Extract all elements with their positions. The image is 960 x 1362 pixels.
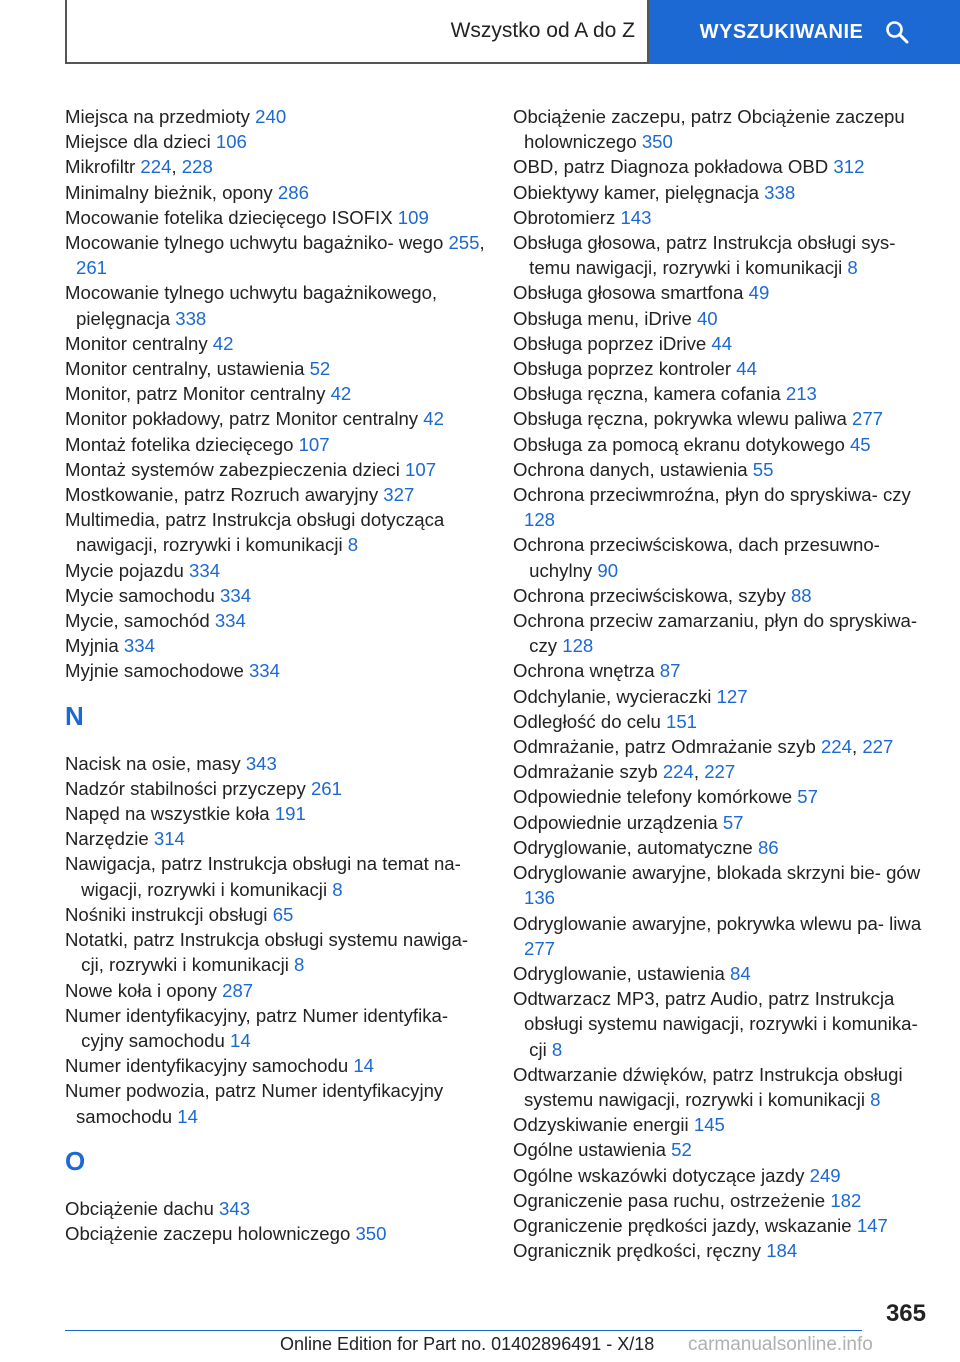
page-reference-link[interactable]: 224 bbox=[140, 156, 172, 178]
page-reference-link[interactable]: 261 bbox=[310, 777, 342, 799]
page-reference-link[interactable]: 84 bbox=[730, 962, 751, 984]
page-reference-link[interactable]: 52 bbox=[309, 358, 331, 380]
index-entry bbox=[65, 558, 485, 583]
index-column-left bbox=[65, 104, 485, 1246]
page-reference-link[interactable]: 143 bbox=[620, 206, 652, 228]
index-term: Ochrona przeciw zamarzaniu, płyn do spryskiwa- czy bbox=[513, 610, 918, 657]
page-reference-link[interactable]: 107 bbox=[298, 433, 330, 455]
page-reference-link[interactable]: 277 bbox=[524, 937, 556, 959]
index-entry bbox=[513, 280, 933, 305]
index-entry bbox=[513, 406, 933, 431]
page-reference-link[interactable]: 106 bbox=[215, 131, 247, 153]
index-entry bbox=[513, 608, 933, 658]
index-entry bbox=[513, 1188, 933, 1213]
index-term: Mycie, samochód bbox=[65, 610, 215, 632]
page-reference-link[interactable]: 224 bbox=[820, 736, 852, 758]
index-term: Obsługa menu, iDrive bbox=[513, 307, 697, 329]
index-term: Ochrona przeciwściskowa, dach przesuwno- uchylny bbox=[513, 534, 880, 581]
index-entry bbox=[65, 633, 485, 658]
index-term: Obsługa głosowa, patrz Instrukcja obsługi sys- temu nawigacji, rozrywki i komunikacji bbox=[513, 232, 896, 279]
page-reference-link[interactable]: 8 bbox=[294, 954, 305, 976]
page-reference-link[interactable]: 57 bbox=[722, 811, 744, 833]
index-entry bbox=[65, 902, 485, 927]
index-term: Odległość do celu bbox=[513, 710, 666, 732]
ref-separator: , bbox=[479, 232, 485, 254]
index-term: Obciążenie zaczepu holowniczego bbox=[65, 1222, 356, 1244]
page-reference-link[interactable]: 8 bbox=[347, 534, 359, 556]
index-entry bbox=[65, 406, 485, 431]
index-term: Notatki, patrz Instrukcja obsługi systemu nawiga- cji, rozrywki i komunikacji bbox=[65, 929, 469, 976]
index-term: Odchylanie, wycieraczki bbox=[513, 685, 717, 707]
index-term: Ochrona przeciwmroźna, płyn do spryskiwa- czy bbox=[513, 484, 911, 506]
page-reference-link[interactable]: 57 bbox=[797, 786, 818, 808]
top-navigation bbox=[65, 0, 960, 64]
page-reference-link[interactable]: 338 bbox=[764, 181, 796, 203]
page-reference-link[interactable]: 42 bbox=[212, 332, 234, 354]
page-reference-link[interactable]: 8 bbox=[847, 257, 858, 279]
index-term: Nośniki instrukcji obsługi bbox=[65, 903, 273, 925]
page-reference-link[interactable]: 8 bbox=[870, 1088, 881, 1110]
page-reference-link[interactable]: 107 bbox=[405, 458, 437, 480]
index-term: Ogólne wskazówki dotyczące jazdy bbox=[513, 1164, 810, 1186]
index-entry bbox=[513, 432, 933, 457]
index-entry bbox=[513, 860, 933, 910]
page-reference-link[interactable]: 55 bbox=[752, 458, 774, 480]
page-reference-link[interactable]: 350 bbox=[641, 131, 673, 153]
index-term: OBD, patrz Diagnoza pokładowa OBD bbox=[513, 156, 834, 178]
page-reference-link[interactable]: 338 bbox=[175, 307, 207, 329]
index-term: Obsługa poprzez iDrive bbox=[513, 332, 712, 354]
page-reference-link[interactable]: 88 bbox=[790, 584, 812, 606]
index-term: Obsługa głosowa smartfona bbox=[513, 282, 749, 304]
search-icon bbox=[885, 20, 909, 44]
page-reference-link[interactable]: 42 bbox=[423, 408, 444, 430]
page-reference-link[interactable]: 42 bbox=[330, 383, 352, 405]
index-entry bbox=[65, 205, 485, 230]
index-entry bbox=[513, 684, 933, 709]
index-entry bbox=[65, 751, 485, 776]
index-entry bbox=[513, 180, 933, 205]
index-entry bbox=[65, 104, 485, 129]
page-reference-link[interactable]: 343 bbox=[219, 1197, 251, 1219]
index-entry bbox=[513, 986, 933, 1062]
index-term: Odryglowanie awaryjne, pokrywka wlewu pa- liwa bbox=[513, 912, 922, 934]
index-entry bbox=[65, 154, 485, 179]
index-term: Myjnie samochodowe bbox=[65, 660, 249, 682]
index-term: Ogólne ustawienia bbox=[513, 1139, 672, 1161]
index-entry bbox=[65, 801, 485, 826]
tab-search-label: WYSZUKIWANIE bbox=[699, 20, 864, 43]
page-reference-link[interactable]: 86 bbox=[757, 836, 779, 858]
page-reference-link[interactable]: 240 bbox=[255, 106, 287, 127]
index-term: Obciążenie zaczepu, patrz Obciążenie zaczepu holowniczego bbox=[513, 106, 905, 153]
index-term: Mocowanie tylnego uchwytu bagażnikowego, pielęgnacja bbox=[65, 282, 438, 329]
index-term: Nawigacja, patrz Instrukcja obsługi na temat na- wigacji, rozrywki i komunikacji bbox=[65, 853, 461, 900]
page-reference-link[interactable]: 52 bbox=[671, 1139, 692, 1161]
index-term: Narzędzie bbox=[65, 828, 154, 850]
index-entry bbox=[65, 381, 485, 406]
index-term: Obiektywy kamer, pielęgnacja bbox=[513, 181, 765, 203]
page-reference-link[interactable]: 184 bbox=[766, 1240, 798, 1262]
index-entry bbox=[513, 734, 933, 759]
index-term: Ochrona przeciwściskowa, szyby bbox=[513, 584, 791, 606]
page-reference-link[interactable]: 334 bbox=[220, 584, 252, 606]
index-entry bbox=[513, 784, 933, 809]
index-column-right bbox=[513, 104, 933, 1263]
page-reference-link[interactable]: 227 bbox=[862, 736, 894, 758]
index-entry bbox=[513, 759, 933, 784]
index-term: Obsługa ręczna, kamera cofania bbox=[513, 383, 786, 405]
page-reference-link[interactable]: 286 bbox=[277, 181, 309, 203]
page-reference-link[interactable]: 14 bbox=[230, 1029, 251, 1051]
index-entry bbox=[65, 482, 485, 507]
page-reference-link[interactable]: 224 bbox=[662, 761, 694, 783]
index-entry bbox=[65, 356, 485, 381]
ref-separator: , bbox=[693, 761, 705, 783]
index-entry bbox=[513, 205, 933, 230]
page-reference-link[interactable]: 334 bbox=[214, 610, 246, 632]
index-entry bbox=[65, 1196, 485, 1221]
index-entry bbox=[513, 1238, 933, 1263]
page-reference-link[interactable]: 14 bbox=[353, 1055, 375, 1077]
page-reference-link[interactable]: 128 bbox=[524, 509, 556, 531]
index-term: Obsługa poprzez kontroler bbox=[513, 358, 737, 380]
page-reference-link[interactable]: 312 bbox=[833, 156, 865, 178]
index-entry bbox=[65, 1003, 485, 1053]
index-term: Monitor centralny bbox=[65, 332, 213, 354]
page-reference-link[interactable]: 314 bbox=[153, 828, 185, 850]
index-term: Ochrona wnętrza bbox=[513, 660, 660, 682]
index-entry bbox=[513, 1062, 933, 1112]
index-entry bbox=[513, 911, 933, 961]
page-reference-link[interactable]: 191 bbox=[274, 803, 306, 825]
index-entry bbox=[513, 1112, 933, 1137]
section-letter: N bbox=[65, 700, 84, 731]
page-reference-link[interactable]: 213 bbox=[785, 383, 817, 405]
index-entry bbox=[513, 583, 933, 608]
index-entry bbox=[65, 851, 485, 901]
index-entry bbox=[513, 154, 933, 179]
index-entry bbox=[65, 1078, 485, 1128]
index-term: Odmrażanie szyb bbox=[513, 761, 663, 783]
index-entry bbox=[65, 507, 485, 557]
index-term: Multimedia, patrz Instrukcja obsługi dotycząca nawigacji, rozrywki i komunikacji bbox=[65, 509, 445, 556]
index-entry bbox=[65, 457, 485, 482]
index-entry bbox=[513, 1137, 933, 1162]
page-number: 365 bbox=[885, 1300, 926, 1327]
page-reference-link[interactable]: 277 bbox=[851, 408, 884, 430]
index-term: Odpowiednie urządzenia bbox=[513, 811, 723, 833]
index-term: Odtwarzanie dźwięków, patrz Instrukcja obsługi systemu nawigacji, rozrywki i komunikacji bbox=[513, 1063, 903, 1110]
page-reference-link[interactable]: 109 bbox=[397, 206, 429, 228]
tab-search[interactable] bbox=[649, 0, 960, 64]
index-entry bbox=[513, 457, 933, 482]
page-reference-link[interactable]: 8 bbox=[332, 878, 343, 900]
index-term: Numer identyfikacyjny samochodu bbox=[65, 1055, 354, 1077]
index-entry bbox=[65, 230, 485, 280]
edition-info: Online Edition for Part no. 01402896491 - X/18 bbox=[280, 1334, 655, 1354]
page-reference-link[interactable]: 261 bbox=[76, 257, 108, 279]
index-term: Nadzór stabilności przyczepy bbox=[65, 777, 311, 799]
index-entry bbox=[513, 658, 933, 683]
index-entry bbox=[513, 532, 933, 582]
index-entry bbox=[65, 776, 485, 801]
page-reference-link[interactable]: 44 bbox=[711, 332, 733, 354]
page-reference-link[interactable]: 249 bbox=[809, 1164, 841, 1186]
index-term: Nowe koła i opony bbox=[65, 979, 223, 1001]
page-reference-link[interactable]: 227 bbox=[704, 761, 736, 783]
index-entry bbox=[513, 1213, 933, 1238]
page-reference-link[interactable]: 90 bbox=[597, 559, 619, 581]
page-reference-link[interactable]: 350 bbox=[355, 1222, 387, 1244]
index-entry bbox=[65, 331, 485, 356]
index-term: Montaż fotelika dziecięcego bbox=[65, 433, 299, 455]
page-reference-link[interactable]: 334 bbox=[189, 559, 221, 581]
index-term: Numer identyfikacyjny, patrz Numer identyfika- cyjny samochodu bbox=[65, 1004, 449, 1051]
index-entry bbox=[65, 1221, 485, 1246]
index-entry bbox=[513, 1163, 933, 1188]
page-reference-link[interactable]: 228 bbox=[181, 156, 213, 178]
index-entry bbox=[65, 658, 485, 683]
index-entry bbox=[65, 927, 485, 977]
index-entry bbox=[65, 583, 485, 608]
index-term: Ograniczenie pasa ruchu, ostrzeżenie bbox=[513, 1189, 831, 1211]
index-term: Miejsce dla dzieci bbox=[65, 131, 216, 153]
index-term: Obsługa za pomocą ekranu dotykowego bbox=[513, 433, 850, 455]
index-entry bbox=[513, 835, 933, 860]
index-entry bbox=[513, 230, 933, 280]
page-reference-link[interactable]: 8 bbox=[551, 1038, 563, 1060]
index-term: Odzyskiwanie energii bbox=[513, 1114, 694, 1136]
index-entry bbox=[65, 826, 485, 851]
index-entry bbox=[65, 608, 485, 633]
index-term: Mocowanie fotelika dziecięcego ISOFIX bbox=[65, 206, 398, 228]
page-reference-link[interactable]: 343 bbox=[245, 752, 277, 774]
page-reference-link[interactable]: 151 bbox=[665, 710, 698, 732]
page-reference-link[interactable]: 127 bbox=[716, 685, 748, 707]
index-term: Obsługa ręczna, pokrywka wlewu paliwa bbox=[513, 408, 852, 430]
index-entry bbox=[513, 356, 933, 381]
index-entry bbox=[513, 810, 933, 835]
page-reference-link[interactable]: 65 bbox=[272, 903, 294, 925]
ref-separator: , bbox=[171, 156, 182, 178]
page-reference-link[interactable]: 334 bbox=[123, 635, 155, 657]
index-term: Monitor centralny, ustawienia bbox=[65, 358, 310, 380]
page-reference-link[interactable]: 287 bbox=[222, 979, 254, 1001]
index-term: Odmrażanie, patrz Odmrażanie szyb bbox=[513, 736, 821, 758]
page-reference-link[interactable]: 45 bbox=[849, 433, 871, 455]
index-term: Montaż systemów zabezpieczenia dzieci bbox=[65, 458, 406, 480]
index-entry bbox=[65, 432, 485, 457]
index-term: Ograniczenie prędkości jazdy, wskazanie bbox=[513, 1214, 857, 1236]
section-letter: O bbox=[65, 1145, 86, 1176]
page-reference-link[interactable]: 49 bbox=[748, 282, 770, 304]
index-entry bbox=[65, 180, 485, 205]
index-entry bbox=[513, 331, 933, 356]
index-entry bbox=[513, 381, 933, 406]
index-term: Ochrona danych, ustawienia bbox=[513, 458, 753, 480]
index-term: Obciążenie dachu bbox=[65, 1197, 220, 1219]
page-reference-link[interactable]: 14 bbox=[177, 1105, 198, 1127]
footer-divider bbox=[65, 1330, 862, 1331]
page-reference-link[interactable]: 147 bbox=[856, 1214, 888, 1236]
index-term: Mocowanie tylnego uchwytu bagażniko- wego bbox=[65, 232, 449, 254]
index-term: Odryglowanie, automatyczne bbox=[513, 836, 758, 858]
index-term: Mikrofiltr bbox=[65, 156, 141, 178]
ref-separator: , bbox=[851, 736, 863, 758]
index-term: Mycie pojazdu bbox=[65, 559, 190, 581]
index-term: Monitor pokładowy, patrz Monitor centralny bbox=[65, 408, 424, 430]
tab-a-to-z-label: Wszystko od A do Z bbox=[450, 19, 635, 42]
index-term: Mycie samochodu bbox=[65, 584, 221, 606]
index-entry bbox=[65, 129, 485, 154]
index-term: Odryglowanie awaryjne, blokada skrzyni bie- gów bbox=[513, 862, 921, 884]
page-reference-link[interactable]: 128 bbox=[562, 635, 594, 657]
index-term: Ogranicznik prędkości, ręczny bbox=[513, 1240, 767, 1262]
page-reference-link[interactable]: 136 bbox=[524, 887, 556, 909]
index-entry bbox=[513, 482, 933, 532]
page-reference-link[interactable]: 182 bbox=[830, 1189, 862, 1211]
index-term: Numer podwozia, patrz Numer identyfikacyjny samochodu bbox=[65, 1080, 444, 1127]
watermark: carmanualsonline.info bbox=[688, 1334, 873, 1355]
page-reference-link[interactable]: 87 bbox=[659, 660, 681, 682]
page-reference-link[interactable]: 40 bbox=[696, 307, 718, 329]
index-term: Odryglowanie, ustawienia bbox=[513, 962, 731, 984]
index-entry bbox=[513, 961, 933, 986]
index-entry bbox=[513, 104, 933, 154]
index-term: Miejsca na przedmioty bbox=[65, 106, 256, 127]
page-reference-link[interactable]: 327 bbox=[383, 484, 415, 506]
index-term: Napęd na wszystkie koła bbox=[65, 803, 275, 825]
index-entry bbox=[65, 978, 485, 1003]
index-term: Obrotomierz bbox=[513, 206, 621, 228]
page-reference-link[interactable]: 255 bbox=[448, 232, 480, 254]
page-reference-link[interactable]: 334 bbox=[248, 660, 280, 682]
index-term: Monitor, patrz Monitor centralny bbox=[65, 383, 331, 405]
index-term: Odpowiednie telefony komórkowe bbox=[513, 786, 798, 808]
index-entry bbox=[513, 709, 933, 734]
page-reference-link[interactable]: 145 bbox=[693, 1114, 725, 1136]
tab-a-to-z[interactable] bbox=[65, 0, 649, 64]
index-entry bbox=[65, 1053, 485, 1078]
index-term: Mostkowanie, patrz Rozruch awaryjny bbox=[65, 484, 384, 506]
index-entry bbox=[65, 280, 485, 330]
index-entry bbox=[513, 306, 933, 331]
index-term: Odtwarzacz MP3, patrz Audio, patrz Instrukcja obsługi systemu nawigacji, rozrywki i komunika- cji bbox=[513, 988, 918, 1060]
index-term: Minimalny bieżnik, opony bbox=[65, 181, 278, 203]
index-term: Myjnia bbox=[65, 635, 124, 657]
index-term: Nacisk na osie, masy bbox=[65, 752, 246, 774]
page-reference-link[interactable]: 44 bbox=[736, 358, 757, 380]
